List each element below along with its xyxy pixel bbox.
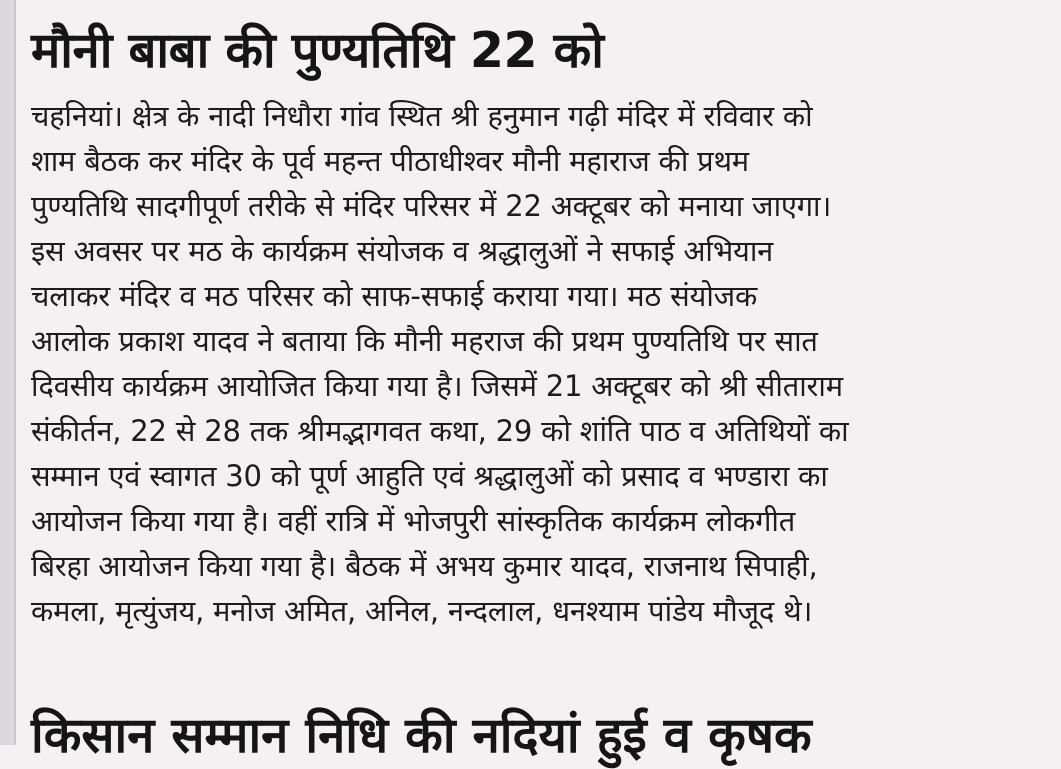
article-line: सम्मान एवं स्वागत 30 को पूर्ण आहुति एवं श्रद्धालुओं को प्रसाद व भण्डारा का <box>31 459 828 493</box>
article-line: चलाकर मंदिर व मठ परिसर को साफ-सफाई कराया गया। मठ संयोजक <box>31 279 758 313</box>
article-line: शाम बैठक कर मंदिर के पूर्व महन्त पीठाधीश्वर मौनी महाराज की प्रथम <box>31 144 749 178</box>
news-article <box>31 18 1043 634</box>
article-line: इस अवसर पर मठ के कार्यक्रम संयोजक व श्रद्धालुओं ने सफाई अभियान <box>31 234 774 268</box>
article-line: पुण्यतिथि सादगीपूर्ण तरीके से मंदिर परिसर में 22 अक्टूबर को मनाया जाएगा। <box>31 189 832 223</box>
article-line: चहनियां। क्षेत्र के नादी निधौरा गांव स्थित श्री हनुमान गढ़ी मंदिर में रविवार को <box>31 99 813 133</box>
article-line: दिवसीय कार्यक्रम आयोजित किया गया है। जिसमें 21 अक्टूबर को श्री सीताराम <box>31 369 843 403</box>
article-line: संकीर्तन, 22 से 28 तक श्रीमद्भागवत कथा, 29 को शांति पाठ व अतिथियों का <box>31 414 849 448</box>
article-line: आयोजन किया गया है। वहीं रात्रि में भोजपुरी सांस्कृतिक कार्यक्रम लोकगीत <box>31 504 796 538</box>
article-line: बिरहा आयोजन किया गया है। बैठक में अभय कुमार यादव, राजनाथ सिपाही, <box>31 549 818 583</box>
article-body <box>31 94 1043 634</box>
article-line: आलोक प्रकाश यादव ने बताया कि मौनी महराज की प्रथम पुण्यतिथि पर सात <box>31 324 818 358</box>
article-headline: मौनी बाबा की पुण्यतिथि 22 को <box>31 22 604 79</box>
next-article-headline: किसान सम्मान निधि की नदियां हुई व कृषक <box>31 707 812 764</box>
page-margin-strip <box>0 0 16 745</box>
article-line: कमला, मृत्युंजय, मनोज अमित, अनिल, नन्दलाल, धनश्याम पांडेय मौजूद थे। <box>31 594 813 628</box>
